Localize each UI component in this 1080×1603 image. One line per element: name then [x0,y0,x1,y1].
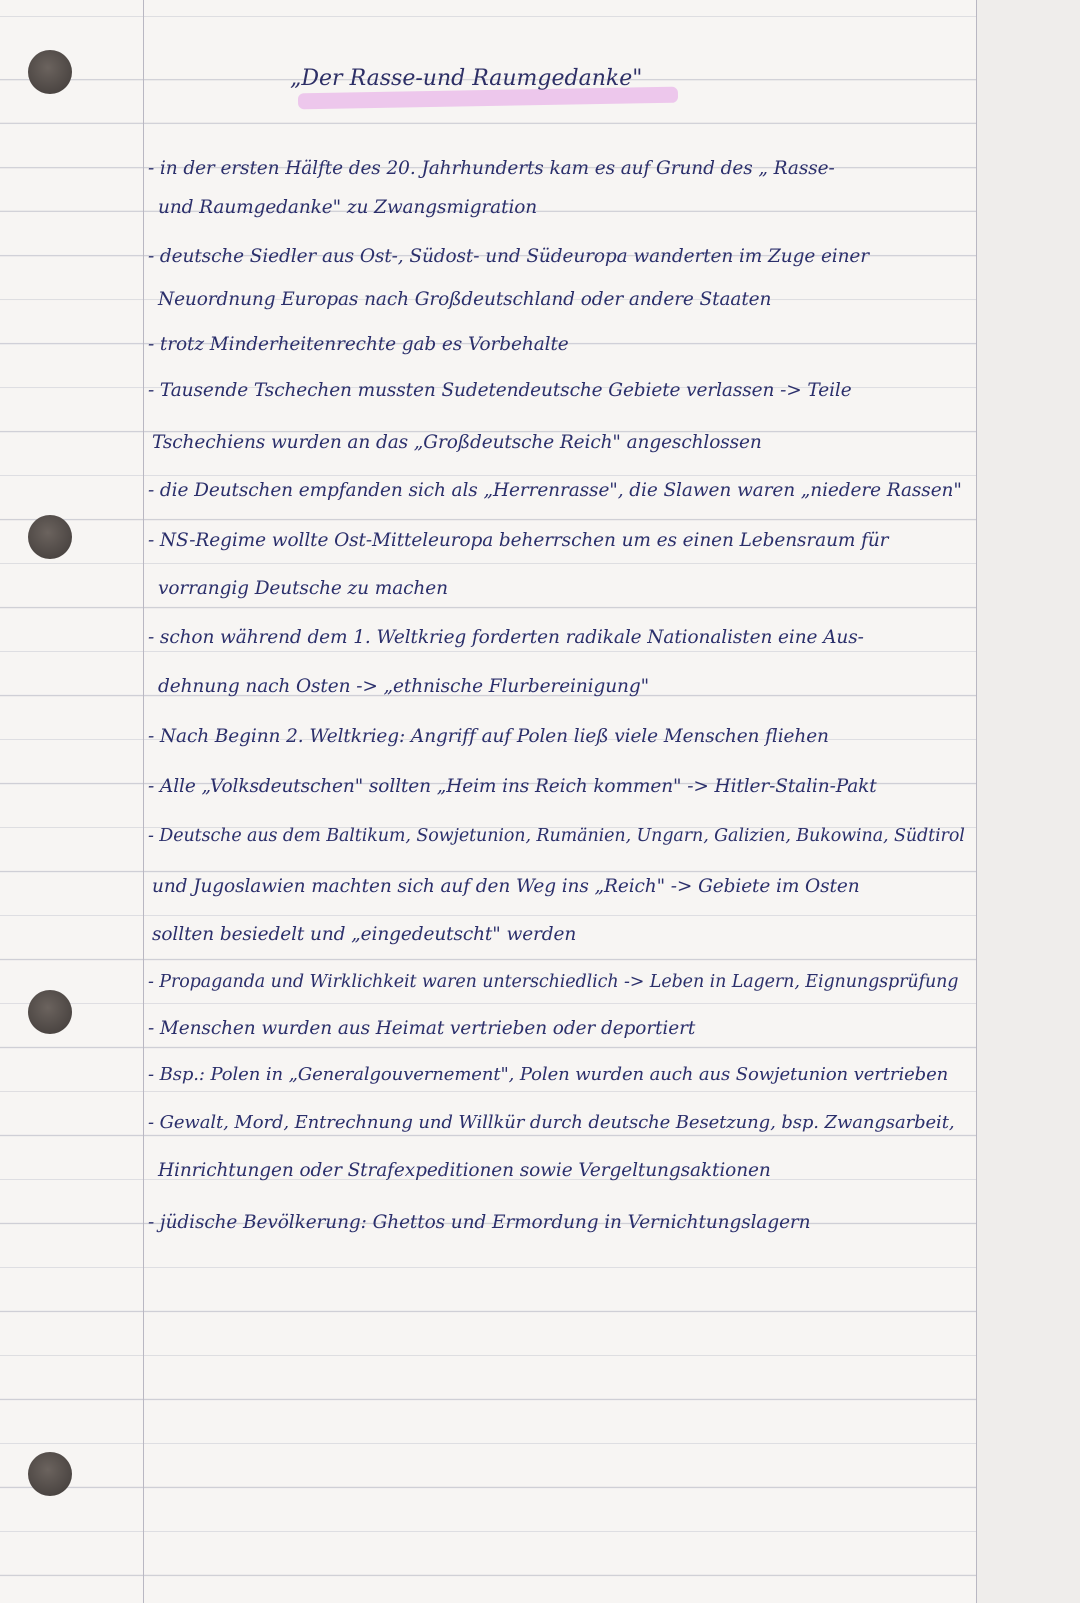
note-line: - Bsp.: Polen in „Generalgouvernement", Polen wurden auch aus Sowjetunion vertrieben [148,1064,949,1085]
note-line: - Menschen wurden aus Heimat vertrieben oder deportiert [148,1018,696,1039]
note-line: - Gewalt, Mord, Entrechnung und Willkür durch deutsche Besetzung, bsp. Zwangsarbeit, [148,1112,955,1133]
note-line: vorrangig Deutsche zu machen [158,578,448,599]
note-line: - Propaganda und Wirklichkeit waren unterschiedlich -> Leben in Lagern, Eignungsprüfung [148,972,959,992]
punch-hole [28,50,72,94]
punch-hole [28,990,72,1034]
note-line: - Alle „Volksdeutschen" sollten „Heim ins Reich kommen" -> Hitler-Stalin-Pakt [148,776,877,797]
title-block [290,66,642,91]
note-line: - Nach Beginn 2. Weltkrieg: Angriff auf Polen ließ viele Menschen fliehen [148,726,829,747]
note-line: - die Deutschen empfanden sich als „Herrenrasse", die Slawen waren „niedere Rassen" [148,480,962,501]
note-line: und Jugoslawien machten sich auf den Weg ins „Reich" -> Gebiete im Osten [152,876,860,897]
note-line: Tschechiens wurden an das „Großdeutsche Reich" angeschlossen [152,432,762,453]
note-line: - in der ersten Hälfte des 20. Jahrhunderts kam es auf Grund des „ Rasse- [148,158,835,179]
note-line: Hinrichtungen oder Strafexpeditionen sowie Vergeltungsaktionen [158,1160,771,1181]
note-line: - trotz Minderheitenrechte gab es Vorbehalte [148,334,569,355]
note-line: - schon während dem 1. Weltkrieg forderten radikale Nationalisten eine Aus- [148,627,864,648]
note-line: dehnung nach Osten -> „ethnische Flurbereinigung" [158,676,650,697]
page-title: „Der Rasse-und Raumgedanke" [290,66,643,91]
note-line: - jüdische Bevölkerung: Ghettos und Ermordung in Vernichtungslagern [148,1212,811,1233]
note-line: sollten besiedelt und „eingedeutscht" werden [152,924,577,945]
note-line: - NS-Regime wollte Ost-Mitteleuropa beherrschen um es einen Lebensraum für [148,530,889,551]
left-margin-line [143,0,144,1603]
note-line: - Deutsche aus dem Baltikum, Sowjetunion, Rumänien, Ungarn, Galizien, Bukowina, Südtirol [148,826,965,846]
note-line: Neuordnung Europas nach Großdeutschland oder andere Staaten [158,289,772,310]
note-line: - deutsche Siedler aus Ost-, Südost- und Südeuropa wanderten im Zuge einer [148,246,870,267]
note-line: und Raumgedanke" zu Zwangsmigration [158,197,538,218]
punch-hole [28,1452,72,1496]
punch-hole [28,515,72,559]
note-line: - Tausende Tschechen mussten Sudetendeutsche Gebiete verlassen -> Teile [148,380,852,401]
right-margin-strip [977,0,1080,1603]
right-margin-line [976,0,977,1603]
